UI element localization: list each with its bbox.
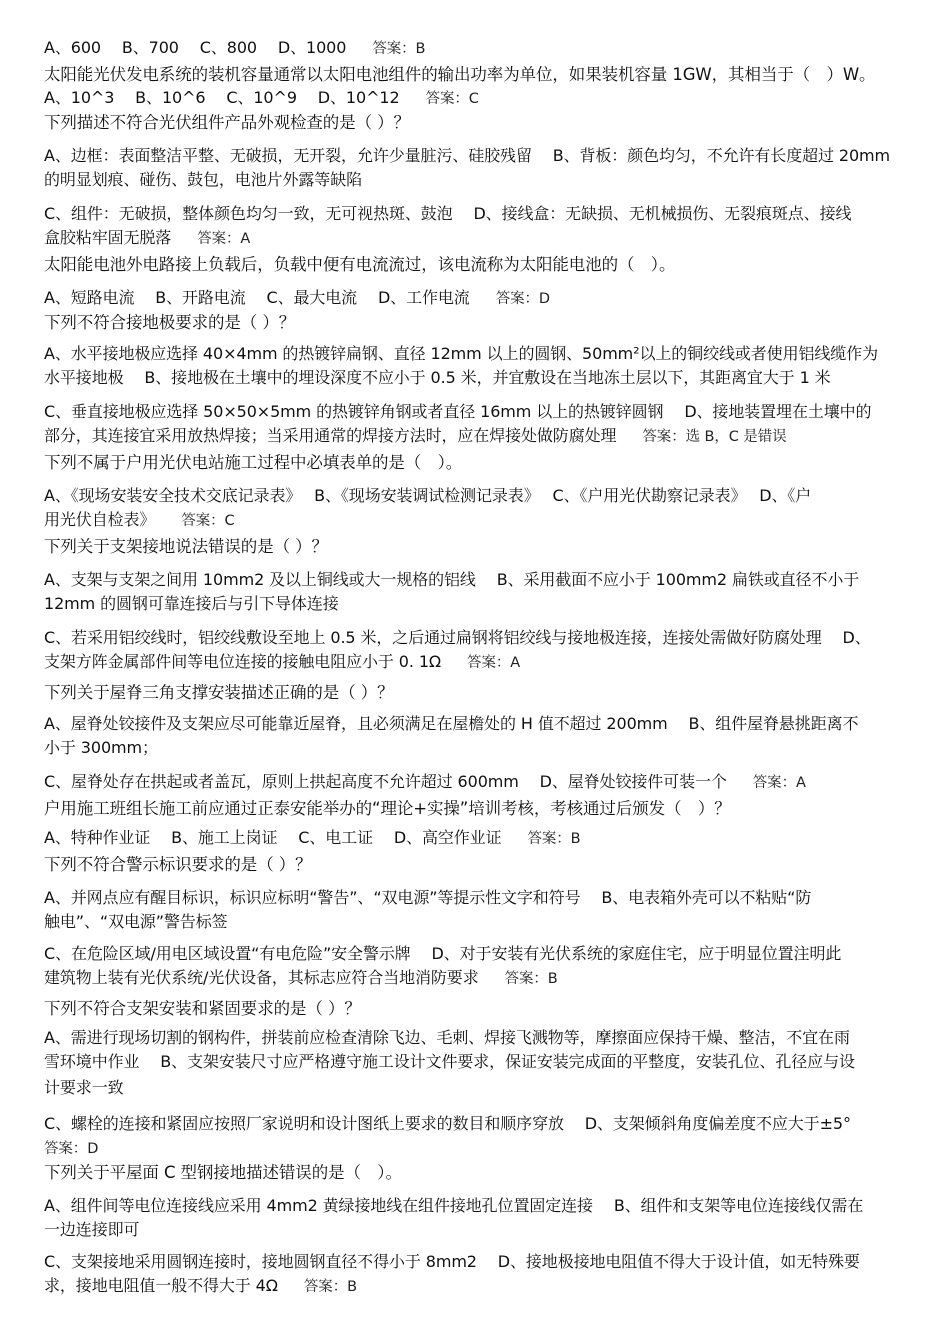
option-text — [44, 1218, 139, 1242]
line-text: A、需进行现场切割的钢构件，拼装前应检查清除飞边、毛刺、焊接飞溅物等，摩擦面应保持干燥、整洁，不宜在雨 — [44, 1028, 850, 1047]
answer-label: 答案：A — [467, 655, 521, 671]
line-text: 求，接地电阻值一般不得大于 4Ω — [44, 1276, 278, 1295]
line-text: C、屋脊处存在拱起或者盖瓦，原则上拱起高度不允许超过 600mm D、屋脊处铰接件可装一个 — [44, 772, 727, 791]
line-text: A、屋脊处铰接件及支架应尽可能靠近屋脊，且必须满足在屋檐处的 H 值不超过 200mm B、组件屋脊悬挑距离不 — [44, 714, 859, 733]
question-text — [44, 796, 731, 822]
line-text: 下列不属于户用光伏电站施工过程中必填表单的是（ ）。 — [44, 453, 463, 472]
question-text — [44, 1160, 402, 1186]
line-text: 下列关于屋脊三角支撑安装描述正确的是（ ）？ — [44, 683, 394, 702]
option-text — [44, 400, 871, 424]
option-text — [44, 592, 339, 616]
question-text — [44, 852, 312, 878]
answer-label: 答案：B — [372, 41, 426, 57]
option-text — [44, 226, 250, 251]
line-text: 部分，其连接宜采用放热焊接；当采用通常的焊接方法时，应在焊接处做防腐处理 — [44, 426, 617, 445]
answer-label: 答案：D — [44, 1141, 99, 1157]
option-text — [44, 1026, 850, 1050]
option-text — [44, 424, 787, 449]
line-text: 盒胶粘牢固无脱落 — [44, 228, 172, 247]
option-text — [44, 712, 858, 736]
line-text: 户用施工班组长施工前应通过正泰安能举办的“理论+实操”培训考核，考核通过后颁发（ ）？ — [44, 799, 731, 818]
line-text: 下列关于平屋面 C 型钢接地描述错误的是（ ）。 — [44, 1163, 402, 1182]
question-text — [44, 680, 394, 706]
answer-label: 答案：D — [495, 291, 550, 307]
line-text: A、特种作业证 B、施工上岗证 C、电工证 D、高空作业证 — [44, 828, 502, 847]
option-text — [44, 942, 841, 966]
answer-label: 答案：C — [425, 91, 479, 107]
option-text — [44, 168, 362, 192]
option-text — [44, 736, 158, 760]
option-text — [44, 484, 811, 508]
line-text: A、短路电流 B、开路电流 C、最大电流 D、工作电流 — [44, 288, 470, 307]
line-text: 下列描述不符合光伏组件产品外观检查的是（ ）？ — [44, 113, 410, 132]
option-text — [44, 144, 890, 168]
answer-label: 答案：A — [197, 231, 251, 247]
line-text: 支架方阵金属部件间等电位连接的接触电阻应小于 0. 1Ω — [44, 652, 442, 671]
option-text — [44, 508, 235, 533]
option-text — [44, 1050, 855, 1074]
answer-label: 答案：选 B，C 是错误 — [642, 429, 787, 445]
line-text: A、并网点应有醒目标识，标识应标明“警告”、“双电源”等提示性文字和符号 B、电表箱外壳可以不粘贴“防 — [44, 888, 812, 907]
line-text: 一边连接即可 — [44, 1220, 140, 1239]
option-text — [44, 86, 479, 111]
option-text — [44, 36, 425, 61]
option-text — [44, 826, 581, 851]
option-text — [44, 1076, 124, 1100]
option-text — [44, 886, 811, 910]
line-text: C、垂直接地极应选择 50×50×5mm 的热镀锌角钢或者直径 16mm 以上的热镀锌圆钢 D、接地装置埋在土壤中的 — [44, 402, 872, 421]
line-text: 水平接地极 B、接地极在土壤中的埋设深度不应小于 0.5 米，并宜敷设在当地冻土层以下，其距离宜大于 1 米 — [44, 368, 831, 387]
answer-label: 答案：B — [303, 1279, 357, 1295]
option-text — [44, 202, 851, 226]
option-text — [44, 1136, 98, 1161]
line-text: 太阳能电池外电路接上负载后，负载中便有电流流过，该电流称为太阳能电池的（ ）。 — [44, 255, 676, 274]
question-text — [44, 310, 295, 336]
line-text: C、支架接地采用圆钢连接时，接地圆钢直径不得小于 8mm2 D、接地极接地电阻值不得大于设计值，如无特殊要 — [44, 1252, 860, 1271]
line-text: 建筑物上装有光伏系统/光伏设备，其标志应符合当地消防要求 — [44, 968, 479, 987]
line-text: C、若采用铝绞线时，铝绞线敷设至地上 0.5 米，之后通过扁钢将铝绞线与接地极连接，连接处需做好防腐处理 D、 — [44, 628, 871, 647]
line-text: 下列不符合警示标识要求的是（ ）？ — [44, 855, 312, 874]
question-text — [44, 996, 361, 1022]
option-text — [44, 1194, 863, 1218]
option-text — [44, 770, 806, 795]
line-text: A、组件间等电位连接线应采用 4mm2 黄绿接地线在组件接地孔位置固定连接 B、组件和支架等电位连接线仅需在 — [44, 1196, 864, 1215]
line-text: 下列不符合接地极要求的是（ ）？ — [44, 313, 296, 332]
option-text — [44, 568, 859, 592]
line-text: 12mm 的圆钢可靠连接后与引下导体连接 — [44, 594, 339, 613]
answer-label: 答案：A — [752, 775, 806, 791]
line-text: 太阳能光伏发电系统的装机容量通常以太阳电池组件的输出功率为单位，如果装机容量 1GW，其相当于（ ）W。 — [44, 65, 876, 84]
option-text — [44, 910, 228, 934]
line-text: A、《现场安装安全技术交底记录表》 B、《现场安装调试检测记录表》 C、《户用光伏勘察记录表》 D、《户 — [44, 486, 812, 505]
option-text — [44, 650, 520, 675]
question-text — [44, 110, 410, 136]
option-text — [44, 342, 878, 366]
line-text: A、支架与支架之间用 10mm2 及以上铜线或大一规格的铝线 B、采用截面不应小于 100mm2 扁铁或直径不小于 — [44, 570, 860, 589]
line-text: C、在危险区域/用电区域设置“有电危险”安全警示牌 D、对于安装有光伏系统的家庭住宅，应于明显位置注明此 — [44, 944, 842, 963]
question-text — [44, 252, 675, 278]
answer-label: 答案：B — [527, 831, 581, 847]
line-text: A、10^3 B、10^6 C、10^9 D、10^12 — [44, 88, 400, 107]
option-text — [44, 286, 550, 311]
question-text — [44, 450, 462, 476]
option-text — [44, 1112, 851, 1136]
line-text: A、600 B、700 C、800 D、1000 — [44, 38, 347, 57]
answer-label: 答案：B — [504, 971, 558, 987]
line-text: 小于 300mm； — [44, 738, 158, 757]
line-text: 触电”、“双电源”警告标签 — [44, 912, 228, 931]
line-text: 下列不符合支架安装和紧固要求的是（ ）？ — [44, 999, 361, 1018]
option-text — [44, 966, 558, 991]
line-text: 下列关于支架接地说法错误的是（ ）？ — [44, 537, 328, 556]
line-text: 的明显划痕、碰伤、鼓包，电池片外露等缺陷 — [44, 170, 363, 189]
line-text: 雪环境中作业 B、支架安装尺寸应严格遵守施工设计文件要求，保证安装完成面的平整度，安装孔位、孔径应与设 — [44, 1052, 855, 1071]
option-text — [44, 1250, 860, 1274]
line-text: A、边框：表面整洁平整、无破损，无开裂，允许少量脏污、硅胶残留 B、背板：颜色均匀，不允许有长度超过 20mm — [44, 146, 891, 165]
line-text: 计要求一致 — [44, 1078, 124, 1097]
option-text — [44, 1274, 357, 1299]
option-text — [44, 366, 831, 390]
question-text — [44, 62, 875, 88]
answer-label: 答案：C — [181, 513, 235, 529]
question-text — [44, 534, 328, 560]
line-text: C、螺栓的连接和紧固应按照厂家说明和设计图纸上要求的数目和顺序穿放 D、支架倾斜角度偏差度不应大于±5° — [44, 1114, 851, 1133]
line-text: C、组件：无破损，整体颜色均匀一致，无可视热斑、鼓泡 D、接线盒：无缺损、无机械损伤、无裂痕斑点、接线 — [44, 204, 852, 223]
line-text: 用光伏自检表》 — [44, 510, 156, 529]
option-text — [44, 626, 871, 650]
line-text: A、水平接地极应选择 40×4mm 的热镀锌扁钢、直径 12mm 以上的圆钢、50mm²以上的铜绞线或者使用铝线缆作为 — [44, 344, 878, 363]
